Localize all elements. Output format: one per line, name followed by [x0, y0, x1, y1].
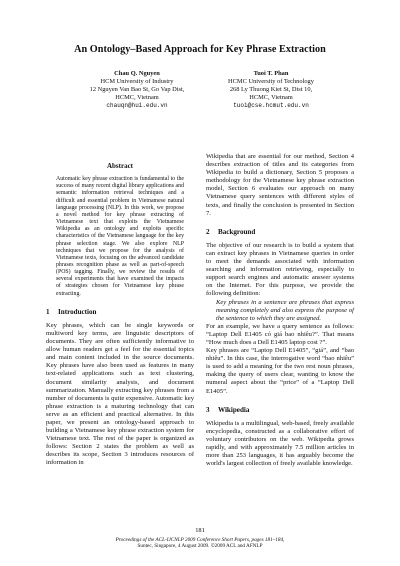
example-keyphrases-text: Key phrases are “Laptop Dell E1405”, “giá”, and “bao nhiêu”. In this case, the interrogative word “bao nhiêu” is used to add a meaning for the two rest noun phrases, making the query of users clear, wanting to know the numeral aspect about the “price” of a “Laptop Dell E1405”.	[206, 347, 354, 395]
author-address: 268 Ly Thuong Kiet St, Dist 10,	[229, 86, 313, 94]
section-number: 1	[46, 307, 50, 316]
section-title: Wikipedia	[218, 405, 250, 414]
author-affiliation: HCMC University of Technology	[228, 78, 314, 86]
author-city: HCMC, Vietnam	[115, 94, 159, 102]
section-heading-background	[206, 228, 354, 236]
key-phrase-definition: Key phrases in a sentence are phrases that express meaning completely and also express the purpose of the sentence to which they are assigned.	[216, 298, 354, 322]
background-text: The objective of our research is to build a system that can extract key phrases in Vietnamese queries in order to meet the demands associated with information searching and information retrieving, especially to support search engines and automatic answer systems on the Internet. For this purpose, we provide the following definition:	[206, 241, 354, 298]
section-heading-wikipedia	[206, 406, 354, 414]
author-city: HCMC, Vietnam	[249, 94, 293, 102]
introduction-text: Key phrases, which can be single keywords or multiword key terms, are linguistic descriptors of documents. They are often sufficiently informative to allow human readers get a feel for the essential topics and main content included in the source documents. Key phrases have also been used as features in many text-related applications such as text clustering, document similarity analysis, and document summarization. Manually extracting key phrases from a number of documents is quite expensive. Automatic key phrase extraction is a maturing technology that can serve as an efficient and practical alternative. In this paper, we present an ontology-based approach to building a Vietnamese key phrase extraction system for Vietnamese text. The rest of the paper is organized as follows: Section 2 states the problem as well as describes its scope, Section 3 introduces resources of information in	[46, 321, 194, 467]
abstract-heading: Abstract	[106, 162, 134, 170]
introduction-continued-text: Wikipedia that are essential for our method, Section 4 describes extraction of titles and its categories from Wikipedia to build a dictionary, Section 5 proposes a methodology for the Vietnamese key phrase extraction model, Section 6 evaluates our approach on many Vietnamese query sentences with different styles of texts, and finally the conclusion is presented in Section 7.	[206, 153, 354, 217]
author-block-1	[62, 70, 212, 110]
section-number: 3	[206, 405, 210, 414]
author-block-2	[196, 70, 346, 110]
author-name: Chau Q. Nguyen	[114, 70, 160, 77]
venue-line: Suntec, Singapore, 4 August 2009. ©2009 ACL and AFNLP	[137, 543, 263, 550]
author-address: 12 Nguyen Van Bao St, Go Vap Dist,	[89, 86, 185, 94]
section-title: Background	[218, 227, 256, 236]
example-query-text: For an example, we have a query sentence as follows: “Laptop Dell E1405 có giá bao nhiêu?”. That means “How much does a Dell E1405 laptop cost ?”.	[206, 322, 354, 346]
section-heading-introduction	[46, 308, 194, 316]
author-email[interactable]: tuoi@cse.hcmut.edu.vn	[233, 102, 309, 110]
paper-title: An Ontology–Based Approach for Key Phrase Extraction	[74, 44, 326, 55]
abstract-text: Automatic key phrase extraction is fundamental to the success of many recent digital library applications and semantic information retrieval techniques and a difficult and essential problem in Vietnamese natural language processing (NLP). In this work, we propose a novel method for key phrase extracting of Vietnamese text that exploits the Vietnamese Wikipedia as an ontology and exploits specific characteristics of the Vietnamese language for the key phrase selection stage. We also explore NLP techniques that we propose for the analysis of Vietnamese texts, focusing on the advanced candidate phrases recognition phase as well as part-of-speech (POS) tagging. Finally, we review the results of several experiments that have examined the impacts of strategies chosen for Vietnamese key phrase extracting.	[56, 176, 184, 297]
section-number: 2	[206, 227, 210, 236]
left-column	[46, 153, 194, 468]
proceedings-footer	[0, 537, 400, 550]
page-number: 181	[195, 527, 205, 534]
wikipedia-text: Wikipedia is a multilingual, web-based, freely available encyclopedia, constructed as a collaborative effort of voluntary contributors on the web. Wikipedia grows rapidly, and with approximately 7.5 million articles in more than 253 languages, it has arguably become the world's largest collection of freely available knowledge.	[206, 419, 354, 468]
author-email[interactable]: chauqn@hui.edu.vn	[106, 102, 168, 110]
author-name: Tuoi T. Phan	[253, 70, 289, 77]
proceedings-line: Proceedings of the ACL-IJCNLP 2009 Conference Short Papers, pages 181–184,	[115, 537, 285, 543]
right-column	[206, 153, 354, 468]
author-affiliation: HCM University of Industry	[100, 78, 174, 86]
section-title: Introduction	[58, 307, 97, 316]
